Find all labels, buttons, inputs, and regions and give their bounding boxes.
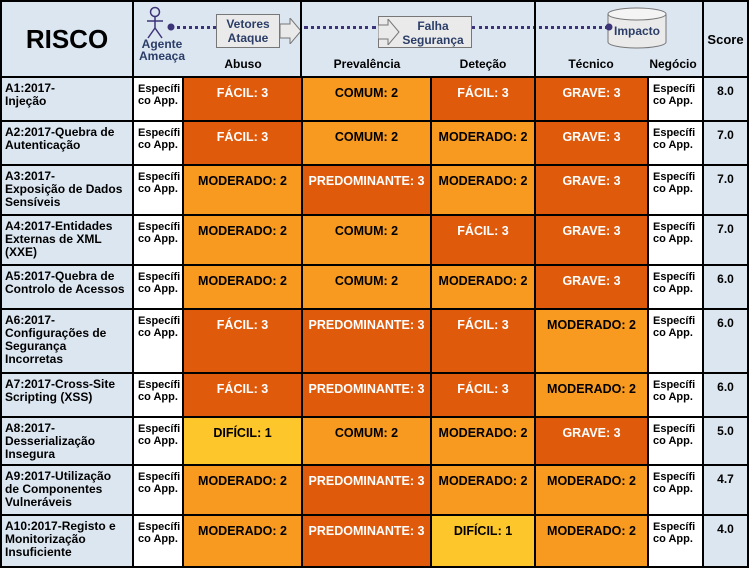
technical-impact-cell: GRAVE: 3 — [536, 216, 647, 264]
technical-impact-cell: MODERADO: 2 — [536, 516, 647, 566]
threat-agent-cell: Específi co App. — [134, 166, 182, 214]
detectability-cell: DIFÍCIL: 1 — [432, 516, 534, 566]
exploitability-cell: FÁCIL: 3 — [184, 78, 301, 120]
arrow-right-icon — [378, 19, 400, 45]
technical-impact-cell: GRAVE: 3 — [536, 78, 647, 120]
detectability-cell: FÁCIL: 3 — [432, 310, 534, 372]
prevalence-cell: COMUM: 2 — [303, 122, 430, 164]
connector-dot-icon — [166, 22, 176, 32]
threat-agent-cell: Específi co App. — [134, 122, 182, 164]
flow-connector — [304, 26, 376, 29]
column-header-abuso: Abuso — [224, 57, 262, 71]
column-header-tecnico: Técnico — [568, 57, 614, 71]
prevalence-cell: PREDOMINANTE: 3 — [303, 166, 430, 214]
flow-connector — [472, 26, 608, 29]
arrow-right-icon — [280, 18, 302, 44]
score-cell: 6.0 — [704, 374, 747, 416]
score-cell: 6.0 — [704, 266, 747, 308]
threat-header-band — [134, 2, 702, 76]
threat-agent-cell: Específi co App. — [134, 78, 182, 120]
business-impact-cell: Específi co App. — [649, 216, 702, 264]
prevalence-cell: PREDOMINANTE: 3 — [303, 516, 430, 566]
detectability-cell: MODERADO: 2 — [432, 122, 534, 164]
exploitability-cell: DIFÍCIL: 1 — [184, 418, 301, 464]
connector-dot-icon — [604, 22, 614, 32]
column-header-negocio: Negócio — [649, 57, 697, 71]
technical-impact-cell: GRAVE: 3 — [536, 266, 647, 308]
technical-impact-cell: MODERADO: 2 — [536, 374, 647, 416]
risk-name-cell: A4:2017-Entidades Externas de XML (XXE) — [2, 216, 132, 264]
score-cell: 8.0 — [704, 78, 747, 120]
score-cell: 4.0 — [704, 516, 747, 566]
exploitability-cell: FÁCIL: 3 — [184, 374, 301, 416]
prevalence-cell: COMUM: 2 — [303, 78, 430, 120]
business-impact-cell: Específi co App. — [649, 374, 702, 416]
attack-vectors-box — [216, 14, 280, 48]
score-cell: 6.0 — [704, 310, 747, 372]
risk-name-cell: A9:2017-Utilização de Componentes Vulneráveis — [2, 466, 132, 514]
threat-agent-cell: Específi co App. — [134, 466, 182, 514]
technical-impact-cell: GRAVE: 3 — [536, 418, 647, 464]
technical-impact-cell: MODERADO: 2 — [536, 310, 647, 372]
threat-agent-cell: Específi co App. — [134, 418, 182, 464]
detectability-cell: FÁCIL: 3 — [432, 216, 534, 264]
threat-agent-cell: Específi co App. — [134, 266, 182, 308]
exploitability-cell: MODERADO: 2 — [184, 466, 301, 514]
security-weakness-label: Falha Segurança — [402, 19, 464, 47]
risk-name-cell: A8:2017- Desserialização Insegura — [2, 418, 132, 464]
header-divider — [300, 2, 302, 76]
business-impact-cell: Específi co App. — [649, 310, 702, 372]
detectability-cell: FÁCIL: 3 — [432, 374, 534, 416]
score-cell: 4.7 — [704, 466, 747, 514]
risk-name-cell: A5:2017-Quebra de Controlo de Acessos — [2, 266, 132, 308]
detectability-cell: MODERADO: 2 — [432, 166, 534, 214]
attack-vectors-label: Vetores Ataque — [226, 17, 270, 45]
score-cell: 7.0 — [704, 216, 747, 264]
exploitability-cell: MODERADO: 2 — [184, 266, 301, 308]
score-cell: 7.0 — [704, 122, 747, 164]
risk-name-cell: A10:2017-Registo e Monitorização Insuficiente — [2, 516, 132, 566]
prevalence-cell: COMUM: 2 — [303, 216, 430, 264]
threat-agent-cell: Específi co App. — [134, 374, 182, 416]
exploitability-cell: MODERADO: 2 — [184, 216, 301, 264]
business-impact-cell: Específi co App. — [649, 122, 702, 164]
column-header-detecao: Deteção — [459, 57, 507, 71]
business-impact-cell: Específi co App. — [649, 516, 702, 566]
prevalence-cell: PREDOMINANTE: 3 — [303, 374, 430, 416]
risk-name-cell: A3:2017- Exposição de Dados Sensíveis — [2, 166, 132, 214]
business-impact-cell: Específi co App. — [649, 466, 702, 514]
flow-connector — [170, 26, 216, 29]
column-header-prevalencia: Prevalência — [333, 57, 401, 71]
technical-impact-cell: GRAVE: 3 — [536, 122, 647, 164]
prevalence-cell: PREDOMINANTE: 3 — [303, 310, 430, 372]
risk-name-cell: A6:2017- Configurações de Segurança Incorretas — [2, 310, 132, 372]
risk-name-cell: A7:2017-Cross-Site Scripting (XSS) — [2, 374, 132, 416]
exploitability-cell: FÁCIL: 3 — [184, 122, 301, 164]
score-header: Score — [704, 2, 747, 76]
business-impact-cell: Específi co App. — [649, 78, 702, 120]
detectability-cell: MODERADO: 2 — [432, 266, 534, 308]
risk-name-cell: A2:2017-Quebra de Autenticação — [2, 122, 132, 164]
risk-header: RISCO — [2, 2, 132, 76]
business-impact-cell: Específi co App. — [649, 166, 702, 214]
detectability-cell: MODERADO: 2 — [432, 418, 534, 464]
threat-agent-cell: Específi co App. — [134, 310, 182, 372]
prevalence-cell: PREDOMINANTE: 3 — [303, 466, 430, 514]
threat-agent-label: Agente Ameaça — [138, 37, 186, 63]
score-cell: 7.0 — [704, 166, 747, 214]
business-impact-cell: Específi co App. — [649, 266, 702, 308]
exploitability-cell: MODERADO: 2 — [184, 516, 301, 566]
prevalence-cell: COMUM: 2 — [303, 418, 430, 464]
prevalence-cell: COMUM: 2 — [303, 266, 430, 308]
detectability-cell: MODERADO: 2 — [432, 466, 534, 514]
technical-impact-cell: MODERADO: 2 — [536, 466, 647, 514]
threat-agent-cell: Específi co App. — [134, 216, 182, 264]
risk-name-cell: A1:2017- Injeção — [2, 78, 132, 120]
threat-agent-icon — [144, 6, 166, 40]
technical-impact-cell: GRAVE: 3 — [536, 166, 647, 214]
threat-agent-cell: Específi co App. — [134, 516, 182, 566]
exploitability-cell: FÁCIL: 3 — [184, 310, 301, 372]
score-cell: 5.0 — [704, 418, 747, 464]
detectability-cell: FÁCIL: 3 — [432, 78, 534, 120]
exploitability-cell: MODERADO: 2 — [184, 166, 301, 214]
header-divider — [534, 2, 536, 76]
impact-label: Impacto — [613, 24, 660, 38]
business-impact-cell: Específi co App. — [649, 418, 702, 464]
